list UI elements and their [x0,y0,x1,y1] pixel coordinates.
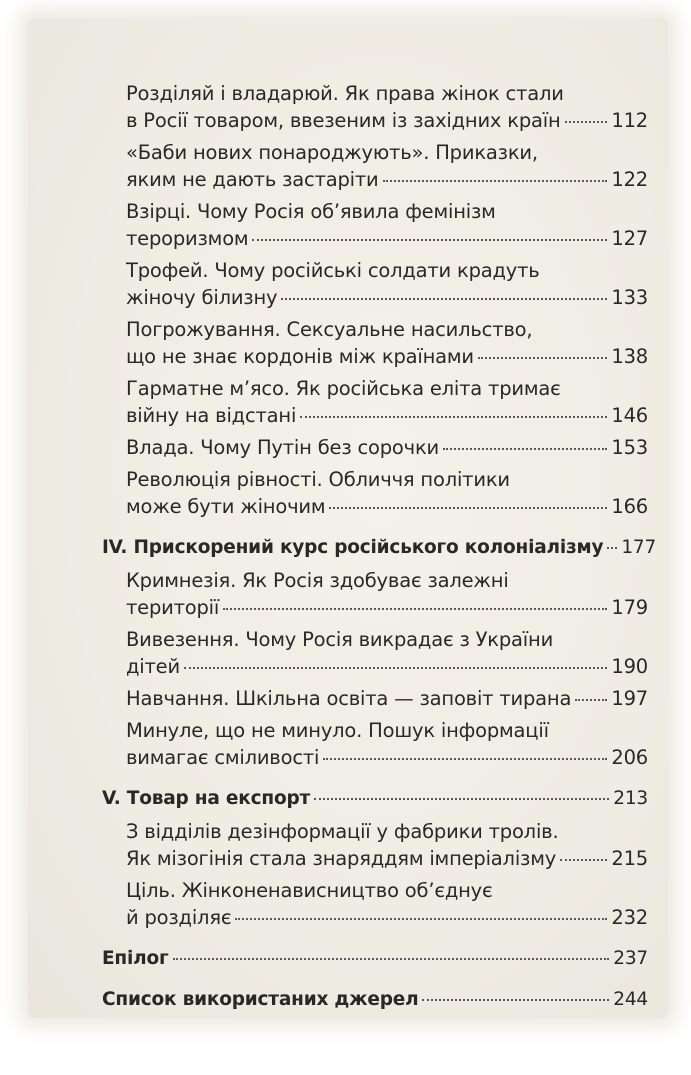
toc-entry-title-line2: жіночу білизну [126,286,278,309]
toc-page-number: 127 [611,227,648,250]
toc-page-number: 215 [611,847,648,870]
toc-entry-title-line1: Вивезення. Чому Росія викрадає з України [126,628,554,651]
toc-entry-title-line2: може бути жіночим [126,495,326,518]
toc-entry-title-line1: Ціль. Жінконенависництво об’єднує [126,879,493,902]
toc-page-number: 153 [611,436,648,459]
dot-leader [173,958,610,960]
toc-entry-title-line2: території [126,596,220,619]
toc-part-heading [102,534,657,561]
toc-entry-title-line2: Як мізогінія стала знаряддям імперіалізму [126,847,557,870]
toc-page-number: 237 [613,948,648,969]
toc-entry [126,80,648,134]
toc-entry [126,567,648,621]
dot-leader [478,357,608,359]
dot-leader [443,448,607,450]
toc-entry [126,717,648,771]
dot-leader [314,798,609,800]
toc-epilogue [102,945,648,972]
toc-page-number: 122 [611,168,648,191]
toc-entry-title-line1: З відділів дезінформації у фабрики тролів. [126,820,559,843]
toc-entry [126,877,648,931]
toc-part-heading [102,785,648,812]
dot-leader [300,416,607,418]
toc-entry [126,626,648,680]
toc-entry-title-line1: Взірці. Чому Росія об’явила фемінізм [126,200,496,223]
dot-leader [329,507,607,509]
dot-leader [184,667,607,669]
dot-leader [383,180,608,182]
toc-entry-title-line2: вимагає сміливості [126,746,320,769]
toc-entry [126,375,648,429]
toc-entry [126,139,648,193]
toc-page-number: 213 [613,788,648,809]
toc-page-number: 197 [611,687,648,710]
toc-entry-title-line1: Революція рівності. Обличчя політики [126,468,510,491]
toc-page-number: 190 [611,655,648,678]
toc-page-number: 206 [611,746,648,769]
toc-page-number: 166 [611,495,648,518]
toc-part-title: Список використаних джерел [102,989,419,1010]
toc-part-title: Епілог [102,948,169,969]
toc-page-number: 133 [611,286,648,309]
toc-sources [102,986,648,1013]
dot-leader [565,121,608,123]
toc-entry [126,198,648,252]
toc-entry [126,466,648,520]
dot-leader [422,999,609,1001]
table-of-contents [102,80,657,1019]
toc-entry-title-line1: Трофей. Чому російські солдати крадуть [126,259,540,282]
dot-leader [607,547,617,549]
toc-entry-title-line2: й розділяє [126,906,232,929]
toc-entry [126,257,648,311]
toc-entry [126,316,648,370]
dot-leader [223,608,607,610]
toc-entry-title: Навчання. Шкільна освіта — заповіт тирана [126,687,572,710]
toc-entry-title-line1: «Баби нових понароджують». Приказки, [126,141,538,164]
toc-entry-title-line1: Кримнезія. Як Росія здобуває залежні [126,569,509,592]
dot-leader [560,859,607,861]
toc-part-title: IV. Прискорений курс російського колоніалізму [102,537,604,558]
dot-leader [235,918,607,920]
toc-page-number: 177 [621,537,657,558]
toc-entry [126,434,648,461]
dot-leader [575,699,607,701]
toc-entry-title-line2: яким не дають застаріти [126,168,379,191]
toc-part-title: V. Товар на експорт [102,788,311,809]
toc-page-number: 112 [611,109,648,132]
toc-entry-title: Влада. Чому Путін без сорочки [126,436,440,459]
book-page [28,18,668,1018]
toc-entry-title-line2: тероризмом [126,227,249,250]
toc-page-number: 138 [611,345,648,368]
toc-entry [126,685,648,712]
toc-page-number: 179 [611,596,648,619]
toc-entry-title-line2: війну на відстані [126,404,297,427]
toc-page-number: 232 [611,906,648,929]
toc-entry-title-line2: в Росії товаром, ввезеним із західних країн [126,109,561,132]
toc-entry-title-line1: Погрожування. Сексуальне насильство, [126,318,533,341]
toc-entry-title-line1: Розділяй і владарюй. Як права жінок стали [126,82,564,105]
toc-page-number: 146 [611,404,648,427]
toc-entry-title-line2: що не знає кордонів між країнами [126,345,474,368]
dot-leader [281,298,607,300]
toc-page-number: 244 [613,989,648,1010]
toc-entry-title-line1: Минуле, що не минуло. Пошук інформації [126,719,549,742]
toc-entry-title-line2: дітей [126,655,180,678]
dot-leader [323,758,607,760]
toc-entry-title-line1: Гарматне м’ясо. Як російська еліта тримає [126,377,561,400]
toc-entry [126,818,648,872]
dot-leader [252,239,607,241]
